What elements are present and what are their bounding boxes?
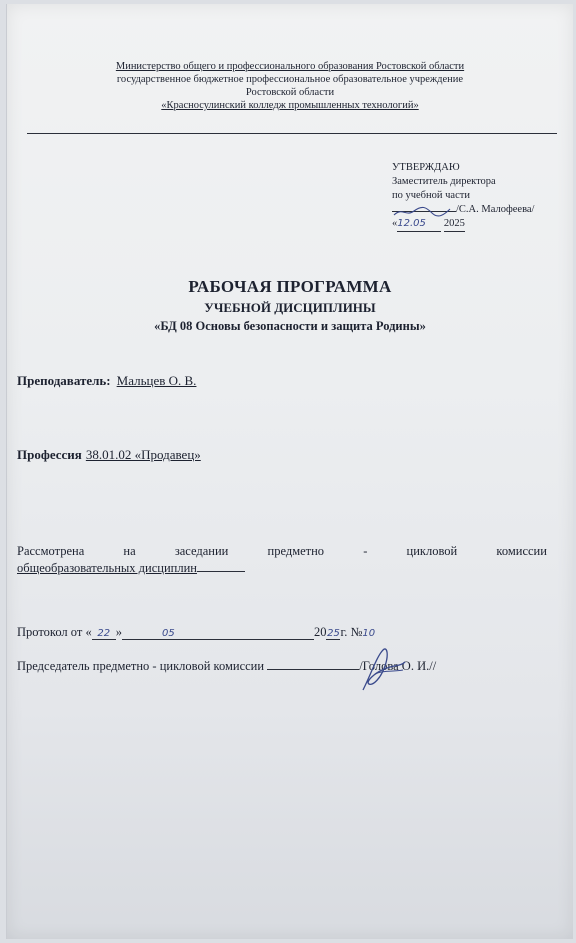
- teacher-name: Мальцев О. В.: [116, 373, 197, 388]
- approver-position-line1: Заместитель директора: [392, 176, 496, 187]
- considered-word: -: [363, 544, 368, 558]
- institution-line1: государственное бюджетное профессиональное образовательное учреждение: [116, 74, 464, 85]
- protocol-number: 10: [362, 628, 376, 639]
- profession-label: Профессия: [17, 447, 82, 462]
- protocol-close-quote: »: [115, 625, 122, 639]
- approver-signature: [392, 211, 456, 212]
- considered-word: Рассмотрена: [17, 544, 85, 558]
- date-open-quote: «: [392, 218, 398, 229]
- commission-underline: [197, 571, 245, 572]
- profession-line: [17, 447, 201, 463]
- considered-word: заседании: [174, 544, 229, 558]
- header-divider: [27, 133, 557, 134]
- approver-signature-line: [392, 203, 534, 217]
- institution-line2: Ростовской области: [245, 87, 335, 98]
- approval-block: [392, 161, 534, 232]
- considered-word: на: [123, 544, 136, 558]
- ministry-name: Министерство общего и профессионального образования Ростовской области: [115, 61, 465, 72]
- approval-year: 2025: [444, 217, 465, 232]
- teacher-line: [17, 373, 196, 389]
- document-subtitle: УЧЕБНОЙ ДИСЦИПЛИНЫ: [204, 300, 376, 315]
- chair-name: /Голова О. И.//: [359, 659, 437, 673]
- protocol-month: 05: [122, 628, 314, 640]
- approval-date: [392, 217, 534, 232]
- protocol-prefix: Протокол от «: [17, 625, 92, 639]
- approver-position-line2: по учебной части: [392, 190, 470, 201]
- considered-line1: [17, 543, 547, 560]
- approve-label: УТВЕРЖДАЮ: [392, 162, 460, 173]
- approver-name: /С.А. Малофеева/: [456, 204, 535, 215]
- college-name: «Красносулинский колледж промышленных технологий»: [161, 100, 419, 111]
- document-title: РАБОЧАЯ ПРОГРАММА: [188, 277, 392, 296]
- header-block: [7, 60, 573, 112]
- chair-signature: [353, 644, 413, 694]
- protocol-year: 25: [327, 628, 340, 639]
- protocol-year-prefix: 20: [313, 625, 327, 639]
- considered-block: [17, 543, 547, 577]
- protocol-day: 22: [92, 628, 116, 640]
- approval-date-handwritten: 12.05: [397, 217, 441, 232]
- profession-value: 38.01.02 «Продавец»: [85, 447, 201, 462]
- discipline-name: «БД 08 Основы безопасности и защита Родины»: [154, 319, 426, 333]
- considered-word: предметно: [267, 544, 325, 558]
- considered-word: цикловой: [406, 544, 458, 558]
- commission-name: общеобразовательных дисциплин: [17, 561, 197, 575]
- document-page: [6, 4, 573, 939]
- protocol-line: [17, 625, 375, 640]
- chair-label: Председатель предметно - цикловой комиссии: [17, 659, 265, 673]
- chair-signature-blank: [267, 669, 359, 670]
- considered-line2: [17, 560, 547, 577]
- protocol-year-suffix: г.: [340, 625, 348, 639]
- protocol-number-prefix: №: [350, 625, 363, 639]
- teacher-label: Преподаватель:: [17, 373, 111, 388]
- considered-word: комиссии: [496, 544, 547, 558]
